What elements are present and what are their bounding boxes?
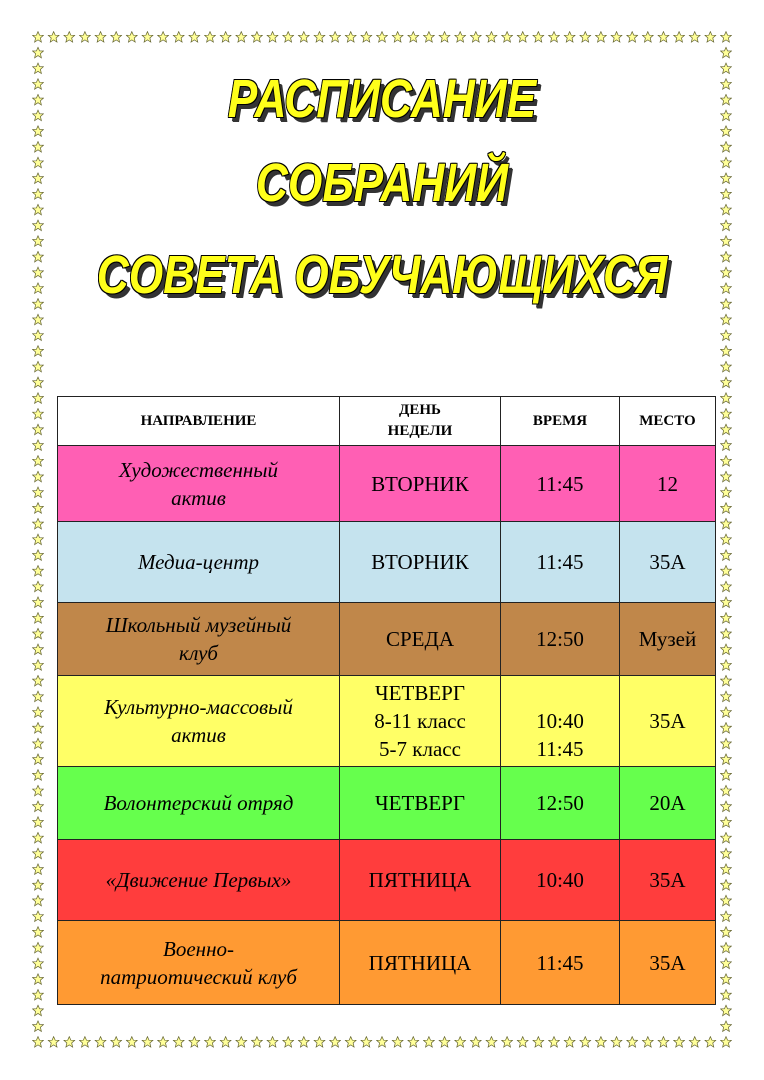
border-star <box>33 895 44 906</box>
border-star <box>721 1005 732 1016</box>
border-star <box>564 32 575 42</box>
border-star <box>439 1037 450 1048</box>
border-star <box>721 471 732 482</box>
border-star <box>580 1037 591 1048</box>
direction-line1: Художественный <box>118 457 279 482</box>
border-star <box>33 456 44 467</box>
border-star <box>721 785 732 796</box>
direction-line1: Военно- <box>163 936 234 961</box>
border-star <box>517 1037 528 1048</box>
border-star <box>721 189 732 200</box>
border-star <box>596 32 607 42</box>
border-star <box>721 377 732 388</box>
border-star <box>627 1037 638 1048</box>
cell-time <box>501 676 620 767</box>
border-star <box>689 1037 700 1048</box>
border-star <box>424 32 435 42</box>
border-star <box>33 911 44 922</box>
border-star <box>721 361 732 372</box>
border-star <box>33 299 44 310</box>
border-star <box>33 518 44 529</box>
table-row <box>58 446 716 522</box>
border-star <box>721 613 732 624</box>
schedule-table <box>57 396 716 1005</box>
border-star <box>33 47 44 58</box>
border-star <box>455 1037 466 1048</box>
border-star <box>377 1037 388 1048</box>
border-star <box>33 864 44 875</box>
border-star <box>33 471 44 482</box>
border-star <box>721 424 732 435</box>
border-star <box>48 1037 59 1048</box>
border-star <box>721 456 732 467</box>
border-star <box>721 958 732 969</box>
table-row <box>58 603 716 676</box>
border-star <box>721 895 732 906</box>
table-row <box>58 767 716 840</box>
cell-day: ВТОРНИК <box>340 446 501 522</box>
border-star <box>189 32 200 42</box>
border-star <box>721 644 732 655</box>
border-star <box>33 94 44 105</box>
border-star <box>721 283 732 294</box>
border-star <box>33 644 44 655</box>
border-star <box>330 32 341 42</box>
border-star <box>721 518 732 529</box>
direction-line1: Школьный музейный <box>105 613 292 637</box>
border-star <box>298 32 309 42</box>
border-star <box>33 1037 44 1048</box>
border-star <box>345 32 356 42</box>
border-star <box>455 32 466 42</box>
border-star <box>361 1037 372 1048</box>
border-star <box>33 738 44 749</box>
border-star <box>721 1021 732 1032</box>
cell-day: ПЯТНИЦА <box>340 921 501 1005</box>
border-star <box>33 173 44 184</box>
border-star <box>33 424 44 435</box>
direction-line2: актив <box>171 485 226 510</box>
border-star <box>33 801 44 812</box>
border-star <box>33 346 44 357</box>
border-star <box>721 550 732 561</box>
border-star <box>721 848 732 859</box>
cell-place: Музей <box>620 603 716 676</box>
cell-place: 35А <box>620 840 716 921</box>
border-star <box>205 1037 216 1048</box>
cell-direction <box>58 921 340 1005</box>
border-star <box>721 880 732 891</box>
border-star <box>252 1037 263 1048</box>
border-star <box>33 330 44 341</box>
border-star <box>517 32 528 42</box>
border-star <box>33 393 44 404</box>
time-line2: 11:45 <box>536 737 584 761</box>
border-star <box>721 675 732 686</box>
border-star <box>564 1037 575 1048</box>
border-star <box>33 157 44 168</box>
border-star <box>33 707 44 718</box>
border-star <box>33 534 44 545</box>
border-star <box>721 220 732 231</box>
border-star <box>721 754 732 765</box>
cell-place: 35А <box>620 676 716 767</box>
cell-day: ЧЕТВЕРГ <box>340 767 501 840</box>
border-star <box>126 32 137 42</box>
border-star <box>533 32 544 42</box>
cell-day: СРЕДА <box>340 603 501 676</box>
cell-place: 35А <box>620 921 716 1005</box>
border-star <box>549 32 560 42</box>
border-star <box>721 408 732 419</box>
border-star <box>267 32 278 42</box>
header-day-line2: НЕДЕЛИ <box>387 423 453 439</box>
direction-line1: Медиа-центр <box>137 550 260 574</box>
border-star <box>220 32 231 42</box>
border-star <box>721 691 732 702</box>
border-star <box>33 283 44 294</box>
border-star <box>470 32 481 42</box>
border-star <box>721 628 732 639</box>
border-star <box>33 267 44 278</box>
border-star <box>80 32 91 42</box>
border-star <box>408 32 419 42</box>
border-star <box>236 1037 247 1048</box>
border-star <box>80 1037 91 1048</box>
cell-direction <box>58 840 340 921</box>
border-star <box>158 32 169 42</box>
border-star <box>33 110 44 121</box>
border-star <box>33 251 44 262</box>
title-line-2: СОБРАНИЙ <box>255 153 509 213</box>
border-star <box>283 32 294 42</box>
border-star <box>33 440 44 451</box>
border-star <box>721 738 732 749</box>
direction-line1: Волонтерский отряд <box>103 791 294 815</box>
border-star <box>33 220 44 231</box>
border-star <box>267 1037 278 1048</box>
border-star <box>33 1005 44 1016</box>
border-star <box>721 173 732 184</box>
border-star <box>533 1037 544 1048</box>
border-star <box>580 32 591 42</box>
border-star <box>721 911 732 922</box>
border-star <box>721 346 732 357</box>
border-star <box>721 204 732 215</box>
border-star <box>33 63 44 74</box>
cell-direction <box>58 767 340 840</box>
border-star <box>314 1037 325 1048</box>
border-star <box>142 1037 153 1048</box>
border-star <box>721 942 732 953</box>
time-line1: 10:40 <box>536 709 584 733</box>
border-star <box>721 440 732 451</box>
border-star <box>721 1037 732 1048</box>
header-day <box>340 397 501 446</box>
border-star <box>33 927 44 938</box>
border-star <box>705 1037 716 1048</box>
border-star <box>33 1021 44 1032</box>
direction-line2: патриотический клуб <box>100 964 297 989</box>
cell-day: ВТОРНИК <box>340 522 501 603</box>
border-star <box>33 754 44 765</box>
cell-time: 12:50 <box>501 603 620 676</box>
border-star <box>408 1037 419 1048</box>
border-star <box>33 79 44 90</box>
table-row <box>58 676 716 767</box>
border-star <box>721 267 732 278</box>
border-star <box>33 142 44 153</box>
cell-time: 11:45 <box>501 522 620 603</box>
border-star <box>33 880 44 891</box>
border-star <box>721 47 732 58</box>
border-star <box>721 94 732 105</box>
border-star <box>470 1037 481 1048</box>
border-star <box>392 1037 403 1048</box>
border-star <box>721 142 732 153</box>
border-star <box>377 32 388 42</box>
border-star <box>721 832 732 843</box>
header-place: МЕСТО <box>620 397 716 446</box>
day-line3: 5-7 класс <box>379 737 461 761</box>
border-star <box>721 989 732 1000</box>
border-star <box>721 63 732 74</box>
border-star <box>658 32 669 42</box>
border-star <box>721 251 732 262</box>
border-star <box>549 1037 560 1048</box>
border-star <box>721 299 732 310</box>
border-star <box>642 32 653 42</box>
border-star <box>721 566 732 577</box>
border-star <box>361 32 372 42</box>
border-star <box>33 723 44 734</box>
border-star <box>721 236 732 247</box>
border-star <box>33 628 44 639</box>
border-star <box>33 660 44 671</box>
border-star <box>33 942 44 953</box>
border-star <box>721 79 732 90</box>
title-line-1: РАСПИСАНИЕ <box>227 69 537 129</box>
border-star <box>33 974 44 985</box>
border-star <box>33 817 44 828</box>
border-star <box>345 1037 356 1048</box>
cell-place: 12 <box>620 446 716 522</box>
border-star <box>721 974 732 985</box>
border-star <box>627 32 638 42</box>
cell-direction <box>58 603 340 676</box>
border-star <box>173 1037 184 1048</box>
border-star <box>189 1037 200 1048</box>
cell-direction <box>58 446 340 522</box>
border-star <box>721 864 732 875</box>
border-star <box>721 157 732 168</box>
table-header-row <box>58 397 716 446</box>
table-row <box>58 522 716 603</box>
border-star <box>721 660 732 671</box>
header-direction: НАПРАВЛЕНИЕ <box>58 397 340 446</box>
border-star <box>64 32 75 42</box>
border-star <box>721 581 732 592</box>
cell-time: 11:45 <box>501 921 620 1005</box>
border-star <box>611 1037 622 1048</box>
border-star <box>392 32 403 42</box>
border-star <box>674 1037 685 1048</box>
border-star <box>95 32 106 42</box>
border-star <box>721 126 732 137</box>
border-star <box>33 487 44 498</box>
border-star <box>705 32 716 42</box>
border-star <box>33 581 44 592</box>
cell-direction <box>58 522 340 603</box>
border-star <box>33 613 44 624</box>
border-star <box>33 408 44 419</box>
border-star <box>142 32 153 42</box>
cell-place: 35А <box>620 522 716 603</box>
cell-place: 20А <box>620 767 716 840</box>
border-star <box>721 393 732 404</box>
header-day-line1: ДЕНЬ <box>399 402 441 418</box>
border-star <box>721 723 732 734</box>
border-star <box>283 1037 294 1048</box>
border-star <box>126 1037 137 1048</box>
border-star <box>721 110 732 121</box>
border-star <box>33 597 44 608</box>
cell-day <box>340 676 501 767</box>
border-star <box>439 32 450 42</box>
border-star <box>721 503 732 513</box>
border-star <box>220 1037 231 1048</box>
border-star <box>298 1037 309 1048</box>
border-star <box>158 1037 169 1048</box>
border-star <box>314 32 325 42</box>
border-star <box>33 236 44 247</box>
border-star <box>33 675 44 686</box>
border-star <box>33 189 44 200</box>
border-star <box>424 1037 435 1048</box>
border-star <box>611 32 622 42</box>
direction-line2: клуб <box>178 641 218 665</box>
border-star <box>721 801 732 812</box>
table-row <box>58 840 716 921</box>
border-star <box>721 32 732 42</box>
border-star <box>486 1037 497 1048</box>
border-star <box>33 848 44 859</box>
border-star <box>33 989 44 1000</box>
border-star <box>33 204 44 215</box>
border-star <box>111 1037 122 1048</box>
time-spacer <box>501 679 619 707</box>
border-star <box>205 32 216 42</box>
border-star <box>48 32 59 42</box>
border-star <box>33 314 44 325</box>
border-star <box>236 32 247 42</box>
direction-line1: Культурно-массовый <box>104 695 293 719</box>
border-star <box>721 770 732 781</box>
cell-time: 11:45 <box>501 446 620 522</box>
border-star <box>721 534 732 545</box>
cell-time: 10:40 <box>501 840 620 921</box>
border-star <box>721 707 732 718</box>
border-star <box>33 32 44 42</box>
header-time: ВРЕМЯ <box>501 397 620 446</box>
direction-line1: «Движение Первых» <box>105 868 292 892</box>
cell-direction <box>58 676 340 767</box>
border-star <box>33 377 44 388</box>
border-star <box>721 817 732 828</box>
border-star <box>252 32 263 42</box>
border-star <box>33 361 44 372</box>
border-star <box>33 566 44 577</box>
border-star <box>33 503 44 513</box>
table-row <box>58 921 716 1005</box>
border-star <box>33 550 44 561</box>
day-line1: ЧЕТВЕРГ <box>375 681 465 705</box>
border-star <box>33 785 44 796</box>
border-star <box>33 126 44 137</box>
border-star <box>689 32 700 42</box>
border-star <box>111 32 122 42</box>
border-star <box>721 927 732 938</box>
cell-time: 12:50 <box>501 767 620 840</box>
border-star <box>502 1037 513 1048</box>
border-star <box>33 770 44 781</box>
border-star <box>33 832 44 843</box>
border-star <box>642 1037 653 1048</box>
border-star <box>721 330 732 341</box>
border-star <box>486 32 497 42</box>
border-star <box>721 487 732 498</box>
border-star <box>330 1037 341 1048</box>
border-star <box>173 32 184 42</box>
border-star <box>33 958 44 969</box>
border-star <box>596 1037 607 1048</box>
border-star <box>64 1037 75 1048</box>
border-star <box>95 1037 106 1048</box>
border-star <box>658 1037 669 1048</box>
border-star <box>502 32 513 42</box>
border-star <box>674 32 685 42</box>
title-line-3: СОВЕТА ОБУЧАЮЩИХСЯ <box>96 245 668 305</box>
cell-day: ПЯТНИЦА <box>340 840 501 921</box>
day-line2: 8-11 класс <box>374 709 466 733</box>
border-star <box>721 314 732 325</box>
direction-line2: актив <box>171 723 226 747</box>
border-star <box>33 691 44 702</box>
border-star <box>721 597 732 608</box>
